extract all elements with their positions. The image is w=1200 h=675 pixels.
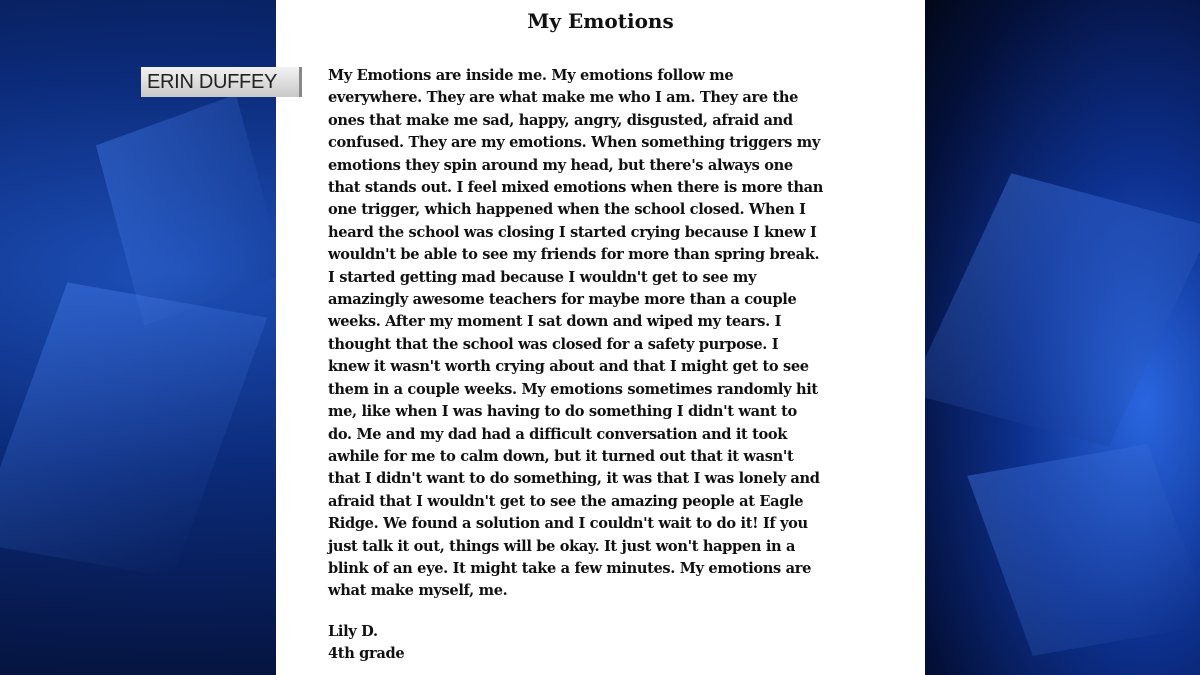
- essay-line: knew it wasn't worth crying about and that I might get to see: [328, 358, 809, 376]
- background-shard: [96, 95, 284, 326]
- essay-line: awhile for me to calm down, but it turned out that it wasn't: [328, 447, 794, 465]
- essay-line: heard the school was closing I started crying because I knew I: [328, 223, 817, 241]
- essay-body: [328, 65, 823, 603]
- essay-line: Ridge. We found a solution and I couldn't wait to do it! If you: [328, 515, 808, 533]
- essay-line: me, like when I was having to do something I didn't want to: [328, 403, 797, 421]
- reporter-name-tag: ERIN DUFFEY: [141, 67, 302, 97]
- essay-line: do. Me and my dad had a difficult conversation and it took: [328, 425, 788, 443]
- essay-line: just talk it out, things will be okay. It just won't happen in a: [328, 537, 796, 555]
- signature-block: [328, 621, 404, 666]
- essay-line: afraid that I wouldn't get to see the amazing people at Eagle: [328, 492, 804, 510]
- essay-line: I started getting mad because I wouldn't get to see my: [328, 268, 757, 286]
- essay-line: emotions they spin around my head, but there's always one: [328, 156, 793, 174]
- background-shard: [0, 282, 267, 577]
- author-name: Lily D.: [328, 623, 378, 640]
- essay-line: one trigger, which happened when the school closed. When I: [328, 201, 806, 219]
- essay-line: ones that make me sad, happy, angry, disgusted, afraid and: [328, 111, 793, 129]
- essay-line: what make myself, me.: [328, 582, 508, 600]
- essay-line: that I didn't want to do something, it was that I was lonely and: [328, 470, 820, 488]
- essay-line: confused. They are my emotions. When something triggers my: [328, 134, 820, 152]
- essay-line: that stands out. I feel mixed emotions when there is more than: [328, 179, 824, 197]
- essay-line: them in a couple weeks. My emotions sometimes randomly hit: [328, 380, 818, 398]
- essay-line: My Emotions are inside me. My emotions follow me: [328, 67, 734, 84]
- author-grade: 4th grade: [328, 645, 405, 663]
- essay-line: everywhere. They are what make me who I am. They are the: [328, 89, 799, 107]
- essay-line: weeks. After my moment I sat down and wiped my tears. I: [328, 313, 782, 331]
- essay-document: [276, 0, 925, 675]
- essay-line: wouldn't be able to see my friends for more than spring break.: [328, 246, 820, 264]
- essay-line: thought that the school was closed for a safety purpose. I: [328, 335, 779, 353]
- essay-title: My Emotions: [527, 9, 674, 33]
- essay-line: amazingly awesome teachers for maybe more than a couple: [328, 291, 797, 309]
- essay-line: blink of an eye. It might take a few minutes. My emotions are: [328, 559, 812, 577]
